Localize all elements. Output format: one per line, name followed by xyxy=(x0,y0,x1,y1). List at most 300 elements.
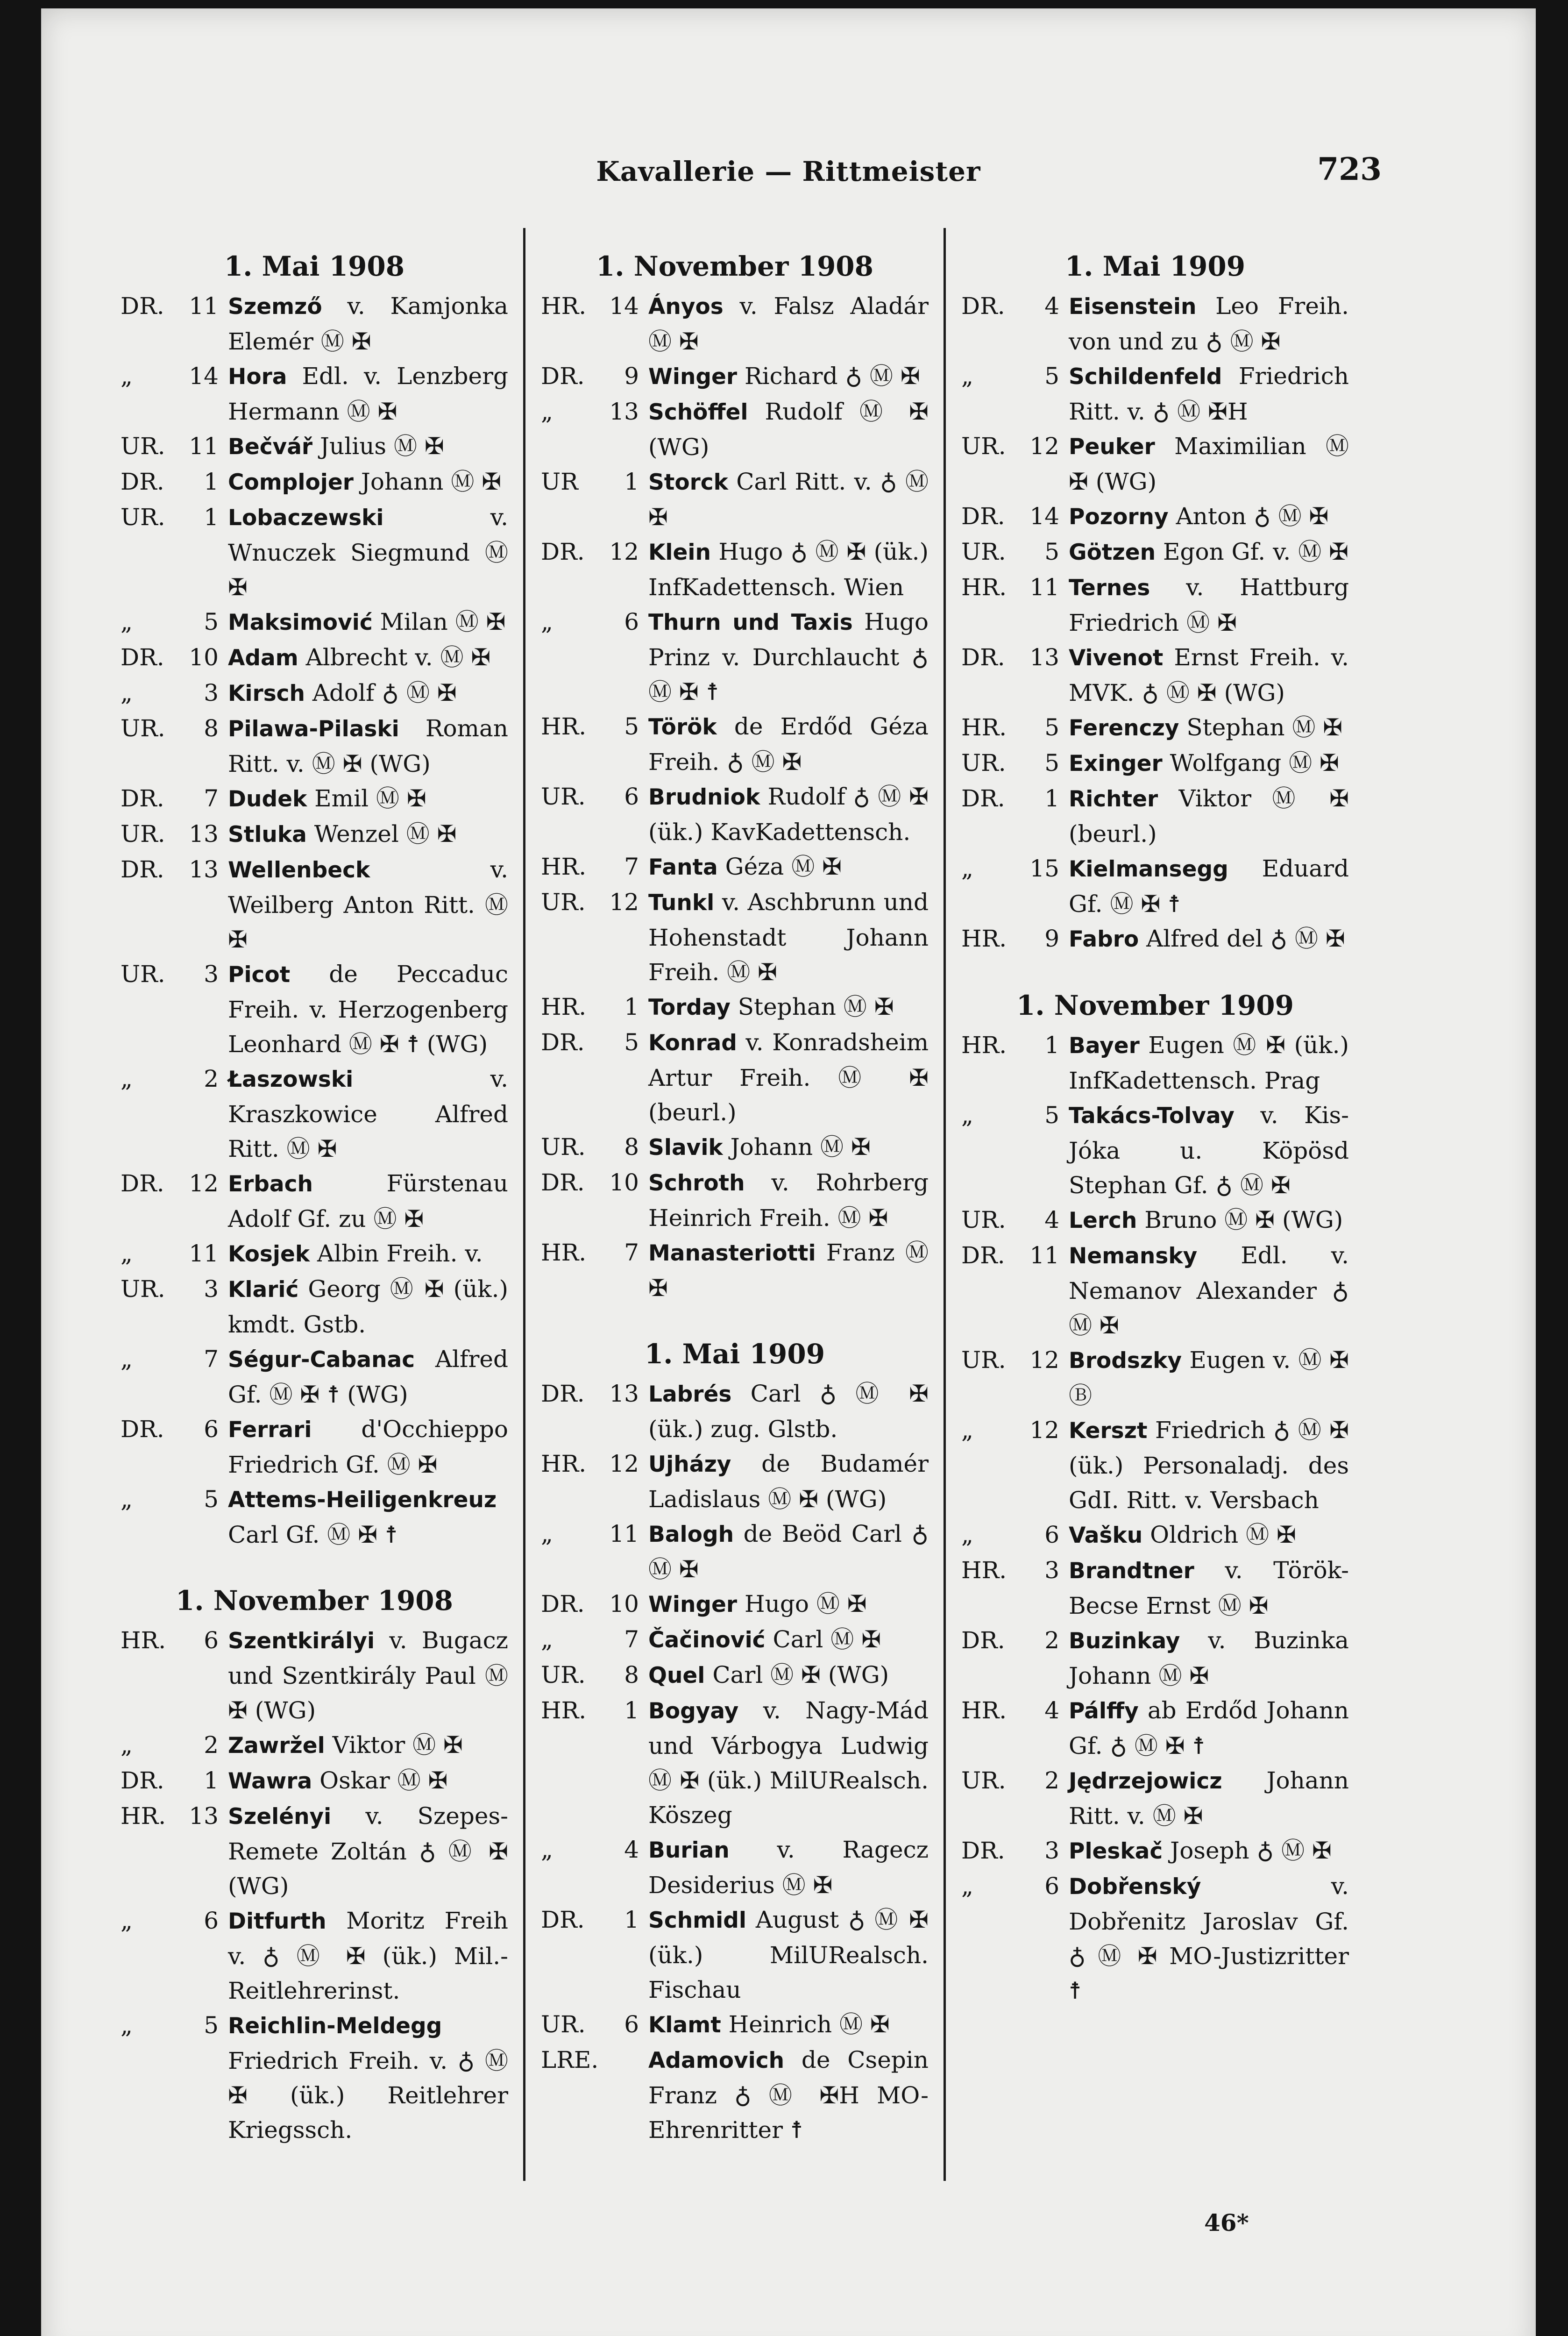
officer-details: Friedrich Ritt. v. ♁ Ⓜ ✠H xyxy=(1069,363,1349,425)
regiment-label xyxy=(541,1446,639,1481)
officer-entry xyxy=(541,359,929,394)
officer-surname: Maksimović xyxy=(228,610,373,635)
entry-text xyxy=(648,2011,890,2038)
entry-text xyxy=(1069,1697,1349,1759)
entry-text xyxy=(648,2046,929,2144)
officer-entry xyxy=(961,1238,1349,1343)
regiment-number: 5 xyxy=(204,608,219,635)
regiment-label xyxy=(961,1343,1059,1377)
officer-surname: Lobaczewski xyxy=(228,505,384,531)
officer-details: Edl. v. Lenzberg Hermann Ⓜ ✠ xyxy=(228,363,508,425)
officer-surname: Török xyxy=(648,714,717,740)
regiment-label xyxy=(961,1833,1059,1868)
entry-text xyxy=(228,468,501,495)
regiment-label xyxy=(541,1587,639,1621)
regiment-label xyxy=(541,990,639,1024)
officer-details: v. Ragecz Desiderius Ⓜ ✠ xyxy=(648,1836,929,1899)
officer-details: v. Szepes-Remete Zoltán ♁ Ⓜ ✠ (WG) xyxy=(228,1802,508,1900)
officer-surname: Dobřenský xyxy=(1069,1874,1201,1900)
officer-entry xyxy=(121,359,508,429)
regiment-label xyxy=(121,640,219,675)
entry-text xyxy=(1069,363,1349,425)
entry-text xyxy=(648,398,929,461)
entry-text xyxy=(1069,1206,1343,1233)
officer-surname: Complojer xyxy=(228,470,354,495)
officer-surname: Ferenczy xyxy=(1069,715,1179,741)
officer-surname: Łaszowski xyxy=(228,1067,354,1092)
officer-details: Alfred Gf. Ⓜ ✠ ☨ (WG) xyxy=(228,1346,508,1408)
officer-surname: Pleskač xyxy=(1069,1838,1163,1864)
regiment-number: 3 xyxy=(204,1275,219,1303)
regiment-label xyxy=(121,1061,219,1096)
section-title: 1. November 1908 xyxy=(175,1585,454,1617)
regiment-number: 6 xyxy=(204,1627,219,1654)
officer-surname: Wellenbeck xyxy=(228,857,370,883)
regiment-type: UR. xyxy=(121,1275,165,1303)
entry-text xyxy=(228,433,444,460)
regiment-label xyxy=(961,710,1059,745)
entry-text xyxy=(1069,1521,1296,1548)
officer-details: v. Buzinka Johann Ⓜ ✠ xyxy=(1069,1627,1349,1689)
regiment-type: DR. xyxy=(541,538,585,565)
regiment-number: 6 xyxy=(624,2011,639,2038)
column-1 xyxy=(121,242,508,2288)
officer-surname: Adamovich xyxy=(648,2048,785,2073)
officer-surname: Slavik xyxy=(648,1135,723,1161)
entry-text xyxy=(228,644,490,671)
regiment-label xyxy=(541,1517,639,1551)
regiment-type: „ xyxy=(961,1102,973,1129)
regiment-label xyxy=(961,499,1059,534)
section-title: 1. Mai 1908 xyxy=(224,250,405,282)
regiment-label xyxy=(961,1693,1059,1728)
officer-entry xyxy=(961,429,1349,499)
entry-text xyxy=(648,783,929,846)
officer-surname: Wawra xyxy=(228,1768,312,1794)
officer-entry xyxy=(961,359,1349,429)
officer-details: d'Occhieppo Friedrich Gf. Ⓜ ✠ xyxy=(228,1416,508,1478)
regiment-number: 1 xyxy=(204,468,219,495)
regiment-type: „ xyxy=(541,1836,553,1863)
regiment-label xyxy=(961,1203,1059,1237)
regiment-number: 3 xyxy=(204,961,219,988)
regiment-label xyxy=(961,921,1059,956)
officer-entry xyxy=(121,1272,508,1342)
regiment-label xyxy=(121,1903,219,1938)
officer-entry xyxy=(961,921,1349,957)
regiment-label xyxy=(961,1623,1059,1658)
officer-entry xyxy=(541,2007,929,2043)
regiment-number: 2 xyxy=(204,1731,219,1759)
officer-details: Carl Gf. Ⓜ ✠ ☨ xyxy=(228,1521,398,1548)
entry-text xyxy=(648,1697,929,1829)
column-rule xyxy=(944,228,946,2181)
entry-text xyxy=(648,1029,929,1126)
regiment-number: 1 xyxy=(1044,1032,1059,1059)
entry-text xyxy=(648,713,929,776)
regiment-type: DR. xyxy=(961,503,1005,530)
regiment-number: 12 xyxy=(1029,433,1059,460)
officer-surname: Ditfurth xyxy=(228,1909,326,1934)
regiment-label xyxy=(961,1763,1059,1798)
officer-details: Géza Ⓜ ✠ xyxy=(725,853,842,880)
officer-details: Eduard Gf. Ⓜ ✠ ☨ xyxy=(1069,855,1349,918)
entry-text xyxy=(648,853,842,880)
officer-details: de Beöd Carl ♁ Ⓜ ✠ xyxy=(648,1520,929,1583)
officer-entry xyxy=(121,1799,508,1903)
officer-details: v. Rohrberg Heinrich Freih. Ⓜ ✠ xyxy=(648,1169,929,1232)
regiment-label xyxy=(121,1623,219,1658)
regiment-label xyxy=(121,1412,219,1446)
officer-entry xyxy=(961,289,1349,359)
entry-text xyxy=(648,468,929,531)
regiment-label xyxy=(961,1869,1059,1903)
regiment-label xyxy=(961,359,1059,393)
officer-surname: Adam xyxy=(228,645,298,671)
entry-text xyxy=(228,961,508,1058)
regiment-label xyxy=(961,1413,1059,1447)
officer-entry xyxy=(541,289,929,359)
regiment-label xyxy=(541,2043,639,2077)
entry-text xyxy=(228,715,508,777)
officer-surname: Thurn und Taxis xyxy=(648,610,853,635)
officer-entry xyxy=(961,1763,1349,1833)
regiment-number: 6 xyxy=(1044,1521,1059,1548)
regiment-type: UR. xyxy=(121,433,165,460)
officer-entry xyxy=(961,1203,1349,1238)
officer-entry xyxy=(121,852,508,957)
officer-entry xyxy=(541,394,929,464)
regiment-label xyxy=(541,1025,639,1060)
regiment-type: DR. xyxy=(961,292,1005,320)
officer-details: Franz Ⓜ ✠ xyxy=(648,1239,929,1302)
regiment-type: „ xyxy=(541,398,553,425)
entry-text xyxy=(228,1731,463,1759)
officer-entry xyxy=(121,500,508,605)
officer-details: de Peccaduc Freih. v. Herzogenberg Leonhard Ⓜ ✠ ☨ (WG) xyxy=(228,961,508,1058)
entry-text xyxy=(228,1767,447,1794)
officer-details: Edl. v. Nemanov Alexander ♁ Ⓜ ✠ xyxy=(1069,1242,1349,1339)
entry-text xyxy=(1069,1242,1349,1339)
officer-details: Stephan Ⓜ ✠ xyxy=(1186,714,1343,741)
regiment-number: 6 xyxy=(204,1907,219,1934)
entry-text xyxy=(228,608,505,635)
regiment-type: „ xyxy=(121,1346,133,1373)
officer-entry xyxy=(121,817,508,852)
officer-details: Wolfgang Ⓜ ✠ xyxy=(1170,749,1339,776)
regiment-type: „ xyxy=(121,1731,133,1759)
entry-text xyxy=(648,1661,889,1688)
regiment-label xyxy=(121,1342,219,1376)
officer-surname: Picot xyxy=(228,962,291,988)
officer-entry xyxy=(121,2008,508,2147)
officer-entry xyxy=(121,1236,508,1272)
entry-text xyxy=(228,1486,497,1548)
officer-details: Julius Ⓜ ✠ xyxy=(320,433,444,460)
officer-surname: Kosjek xyxy=(228,1241,310,1267)
officer-surname: Bayer xyxy=(1069,1033,1140,1059)
entry-text xyxy=(228,856,508,953)
officer-details: Friedrich ♁ Ⓜ ✠ (ük.) Personaladj. des GdI. Ritt. v. Versbach xyxy=(1069,1417,1349,1514)
officer-surname: Winger xyxy=(648,1592,738,1617)
regiment-type: „ xyxy=(121,1240,133,1267)
regiment-type: „ xyxy=(121,1486,133,1513)
officer-entry xyxy=(541,885,929,990)
officer-entry xyxy=(961,1553,1349,1623)
officer-details: Alfred del ♁ Ⓜ ✠ xyxy=(1146,925,1345,952)
officer-entry xyxy=(961,1098,1349,1203)
regiment-type: HR. xyxy=(961,1032,1007,1059)
entry-text xyxy=(1069,1873,1349,2004)
regiment-number: 7 xyxy=(624,853,639,880)
book-page xyxy=(41,8,1536,2336)
regiment-type: „ xyxy=(961,363,973,390)
regiment-number: 12 xyxy=(609,889,639,916)
regiment-type: UR. xyxy=(121,504,165,531)
officer-entry xyxy=(541,1832,929,1902)
regiment-label xyxy=(121,429,219,463)
officer-entry xyxy=(121,289,508,359)
officer-details: Albin Freih. v. xyxy=(317,1240,483,1267)
entry-text xyxy=(228,1065,508,1162)
officer-entry xyxy=(961,1693,1349,1763)
officer-details: Adolf ♁ Ⓜ ✠ xyxy=(312,679,457,706)
officer-details: v. Kamjonka Elemér Ⓜ ✠ xyxy=(228,292,508,355)
regiment-number: 1 xyxy=(1044,785,1059,812)
regiment-type: DR. xyxy=(121,1170,164,1197)
entry-text xyxy=(1069,1767,1349,1830)
officer-surname: Labrés xyxy=(648,1382,732,1407)
regiment-label xyxy=(121,500,219,534)
officer-surname: Storck xyxy=(648,470,728,495)
entry-text xyxy=(1069,538,1348,565)
regiment-number: 12 xyxy=(609,538,639,565)
officer-details: Stephan Ⓜ ✠ xyxy=(738,993,894,1020)
officer-entry xyxy=(541,1693,929,1832)
regiment-label xyxy=(121,676,219,710)
officer-surname: Ségur-Cabanac xyxy=(228,1347,415,1373)
regiment-label xyxy=(541,1658,639,1692)
regiment-label xyxy=(961,1553,1059,1588)
officer-entry xyxy=(541,1902,929,2007)
regiment-number: 12 xyxy=(1029,1346,1059,1374)
entry-text xyxy=(648,1450,929,1513)
officer-surname: Bečvář xyxy=(228,434,313,460)
officer-surname: Schroth xyxy=(648,1170,745,1196)
entry-text xyxy=(648,538,929,601)
entry-text xyxy=(648,608,929,705)
officer-surname: Richter xyxy=(1069,786,1158,812)
regiment-type: „ xyxy=(541,1520,553,1547)
officer-surname: Reichlin-Meldegg xyxy=(228,2013,442,2039)
regiment-type: HR. xyxy=(121,1802,166,1830)
entry-text xyxy=(228,292,508,355)
regiment-type: DR. xyxy=(541,1590,585,1617)
regiment-number: 2 xyxy=(204,1065,219,1092)
entry-text xyxy=(228,1275,508,1338)
officer-details: Roman Ritt. v. Ⓜ ✠ (WG) xyxy=(228,715,508,777)
officer-surname: Balogh xyxy=(648,1522,734,1547)
officer-surname: Jędrzejowicz xyxy=(1069,1768,1222,1794)
regiment-number: 3 xyxy=(1044,1837,1059,1864)
regiment-number: 11 xyxy=(1029,574,1059,601)
officer-details: v. Konradsheim Artur Freih. Ⓜ ✠ (beurl.) xyxy=(648,1029,929,1126)
officer-entry xyxy=(121,1166,508,1236)
officer-details: Oskar Ⓜ ✠ xyxy=(319,1767,448,1794)
regiment-type: UR xyxy=(541,468,578,495)
page-number: 723 xyxy=(1317,151,1382,187)
officer-entry xyxy=(121,676,508,711)
officer-entry xyxy=(121,1728,508,1763)
regiment-number: 4 xyxy=(1044,1206,1059,1233)
regiment-label xyxy=(121,1728,219,1762)
regiment-number: 11 xyxy=(189,292,219,320)
regiment-type: DR. xyxy=(961,1242,1005,1269)
column-2 xyxy=(541,242,929,2288)
regiment-type: UR. xyxy=(541,783,586,810)
officer-details: Carl Ⓜ ✠ xyxy=(773,1626,881,1653)
officer-details: Egon Gf. v. Ⓜ ✠ xyxy=(1163,538,1348,565)
entry-text xyxy=(1069,1102,1349,1199)
regiment-number: 4 xyxy=(624,1836,639,1863)
entry-text xyxy=(648,1169,929,1232)
officer-entry xyxy=(961,1869,1349,2008)
officer-surname: Quel xyxy=(648,1663,705,1688)
regiment-type: HR. xyxy=(121,1627,166,1654)
regiment-number: 1 xyxy=(204,1767,219,1794)
officer-surname: Brodszky xyxy=(1069,1348,1182,1374)
regiment-number: 5 xyxy=(1044,363,1059,390)
regiment-type: DR. xyxy=(121,468,164,495)
officer-surname: Schöffel xyxy=(648,399,748,425)
regiment-label xyxy=(121,1272,219,1306)
officer-surname: Erbach xyxy=(228,1171,313,1197)
regiment-number: 7 xyxy=(624,1626,639,1653)
officer-details: v. Nagy-Mád und Várbogya Ludwig Ⓜ ✠ (ük.) MilURealsch. Köszeg xyxy=(648,1697,929,1829)
officer-surname: Bogyay xyxy=(648,1698,739,1724)
regiment-label xyxy=(961,640,1059,675)
regiment-number: 1 xyxy=(204,504,219,531)
officer-details: Rudolf ♁ Ⓜ ✠ (ük.) KavKadettensch. xyxy=(648,783,929,846)
regiment-type: „ xyxy=(961,855,973,882)
officer-entry xyxy=(541,1446,929,1517)
regiment-label xyxy=(961,781,1059,816)
regiment-number: 12 xyxy=(609,1450,639,1477)
officer-surname: Dudek xyxy=(228,786,307,812)
regiment-label xyxy=(121,1236,219,1271)
officer-details: de Budamér Ladislaus Ⓜ ✠ (WG) xyxy=(648,1450,929,1513)
entry-text xyxy=(648,1133,871,1161)
regiment-number: 8 xyxy=(624,1661,639,1688)
officer-entry xyxy=(961,499,1349,534)
officer-details: Bruno Ⓜ ✠ (WG) xyxy=(1144,1206,1343,1233)
officer-entry xyxy=(541,1622,929,1658)
regiment-label xyxy=(121,711,219,746)
officer-details: Carl Ⓜ ✠ (WG) xyxy=(712,1661,889,1688)
regiment-type: „ xyxy=(961,1873,973,1900)
regiment-number: 5 xyxy=(1044,749,1059,776)
regiment-label xyxy=(121,289,219,323)
regiment-number: 13 xyxy=(189,1802,219,1830)
regiment-type: DR. xyxy=(961,1837,1005,1864)
officer-details: Emil Ⓜ ✠ xyxy=(314,785,426,812)
regiment-number: 1 xyxy=(624,468,639,495)
regiment-number: 4 xyxy=(1044,1697,1059,1724)
regiment-type: DR. xyxy=(961,644,1005,671)
regiment-label xyxy=(541,289,639,323)
regiment-number: 5 xyxy=(1044,1102,1059,1129)
entry-text xyxy=(228,1170,508,1232)
officer-details: v. Dobřenitz Jaroslav Gf. ♁ Ⓜ ✠ MO-Justizritter ☨ xyxy=(1069,1873,1349,2004)
entry-text xyxy=(1069,714,1342,741)
regiment-type: „ xyxy=(961,1521,973,1548)
regiment-type: HR. xyxy=(961,925,1007,952)
section-title: 1. November 1908 xyxy=(596,250,874,282)
officer-surname: Schmidl xyxy=(648,1908,747,1933)
regiment-number: 1 xyxy=(624,1906,639,1933)
regiment-label xyxy=(541,1622,639,1657)
regiment-label xyxy=(121,1166,219,1201)
regiment-number: 14 xyxy=(1029,503,1059,530)
officer-entry xyxy=(541,849,929,885)
regiment-type: „ xyxy=(121,2012,133,2039)
officer-surname: Eisenstein xyxy=(1069,294,1197,320)
regiment-type: „ xyxy=(961,1417,973,1444)
regiment-number: 13 xyxy=(189,820,219,848)
entry-text xyxy=(1069,503,1328,530)
regiment-type: HR. xyxy=(541,1697,587,1724)
regiment-number: 3 xyxy=(1044,1557,1059,1584)
regiment-label xyxy=(541,885,639,919)
officer-surname: Szelényi xyxy=(228,1804,332,1830)
entry-text xyxy=(228,1907,508,2004)
officer-surname: Pozorny xyxy=(1069,504,1169,530)
regiment-label xyxy=(121,464,219,499)
officer-entry xyxy=(541,990,929,1025)
entry-text xyxy=(648,1380,929,1443)
regiment-type: HR. xyxy=(961,714,1007,741)
officer-details: Wenzel Ⓜ ✠ xyxy=(314,820,457,848)
entry-text xyxy=(1069,1627,1349,1689)
regiment-label xyxy=(541,534,639,569)
regiment-number: 10 xyxy=(609,1590,639,1617)
officer-details: Eugen Ⓜ ✠ (ük.) InfKadettensch. Prag xyxy=(1069,1032,1349,1094)
signature-mark: 46* xyxy=(1204,2209,1249,2236)
entry-text xyxy=(1069,1032,1349,1094)
officer-surname: Ujházy xyxy=(648,1452,731,1477)
entry-text xyxy=(648,889,929,986)
regiment-number: 6 xyxy=(624,608,639,635)
entry-text xyxy=(228,363,508,425)
regiment-type: UR. xyxy=(961,749,1006,776)
officer-entry xyxy=(541,1025,929,1130)
officer-details: Hugo ♁ Ⓜ ✠ (ük.) InfKadettensch. Wien xyxy=(648,538,929,601)
officer-details: v. Bugacz und Szentkirály Paul Ⓜ ✠ (WG) xyxy=(228,1627,508,1724)
entry-text xyxy=(228,1240,483,1267)
entry-text xyxy=(648,1836,929,1899)
officer-entry xyxy=(541,1165,929,1235)
regiment-type: DR. xyxy=(541,363,585,390)
officer-surname: Konrad xyxy=(648,1030,737,1056)
regiment-number: 13 xyxy=(609,398,639,425)
regiment-number: 5 xyxy=(1044,714,1059,741)
regiment-number: 10 xyxy=(609,1169,639,1196)
officer-surname: Fabro xyxy=(1069,926,1139,952)
officer-entry xyxy=(541,709,929,779)
regiment-number: 1 xyxy=(624,1697,639,1724)
officer-entry xyxy=(541,534,929,605)
regiment-type: UR. xyxy=(961,1767,1006,1794)
